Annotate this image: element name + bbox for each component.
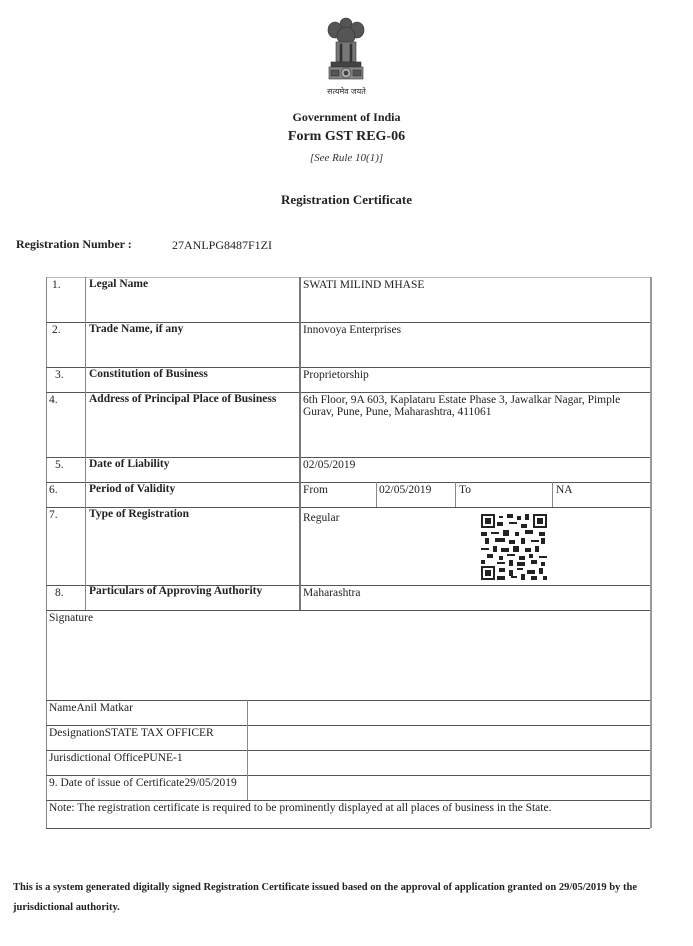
row-number: 8. (55, 587, 64, 599)
validity-from-label: From (303, 484, 328, 496)
liability-date-value: 02/05/2019 (303, 459, 356, 471)
row-number: 1. (52, 279, 61, 291)
constitution-value: Proprietorship (303, 369, 369, 381)
trade-name-value: Innovoya Enterprises (303, 324, 402, 336)
row-label: Legal Name (89, 278, 149, 290)
validity-to-value: NA (556, 484, 573, 496)
address-value: 6th Floor, 9A 603, Kaplataru Estate Phase 3, Jawalkar Nagar, Pimple Gurav, Pune, Pune, Maharashtra, 411061 (303, 394, 621, 418)
row-number: 3. (55, 369, 64, 381)
jurisdictional-office: Jurisdictional OfficePUNE-1 (49, 752, 183, 764)
approving-authority-value: Maharashtra (303, 587, 361, 599)
issuer-heading: Government of India (292, 110, 401, 124)
registration-type-value: Regular (303, 512, 340, 524)
digital-signature-notice: This is a system generated digitally signed Registration Certificate issued based on the approval of application granted on 29/05/2019 by the jurisdictional authority. (13, 882, 637, 913)
row-number: 6. (49, 484, 58, 496)
rule-reference: [See Rule 10(1)] (309, 152, 384, 164)
validity-from-value: 02/05/2019 (379, 484, 432, 496)
registration-number-label: Registration Number : (16, 237, 132, 251)
issue-date: 9. Date of issue of Certificate29/05/2019 (49, 777, 237, 789)
row-label: Trade Name, if any (89, 323, 184, 335)
national-emblem-icon (318, 14, 374, 94)
signature-label: Signature (49, 612, 94, 624)
row-label: Constitution of Business (89, 368, 208, 380)
emblem-motto: सत्यमेव जयते (327, 87, 366, 96)
form-heading: Form GST REG-06 (287, 129, 406, 144)
officer-name: NameAnil Matkar (49, 702, 133, 714)
display-note: Note: The registration certificate is required to be prominently displayed at all places of business in the State. (49, 802, 552, 814)
row-number: 4. (49, 394, 58, 406)
legal-name-value: SWATI MILIND MHASE (303, 279, 425, 291)
document-title: Registration Certificate (280, 192, 413, 207)
row-label: Date of Liability (89, 458, 170, 470)
qr-code-icon (481, 514, 547, 580)
registration-number-value: 27ANLPG8487F1ZI (172, 238, 273, 252)
row-number: 2. (52, 324, 61, 336)
officer-designation: DesignationSTATE TAX OFFICER (49, 727, 214, 739)
row-label: Period of Validity (89, 483, 176, 495)
row-number: 7. (49, 509, 58, 521)
row-label: Type of Registration (89, 508, 190, 520)
row-number: 5. (55, 459, 64, 471)
validity-to-label: To (459, 484, 471, 496)
row-label: Address of Principal Place of Business (89, 393, 277, 405)
row-label: Particulars of Approving Authority (89, 585, 263, 597)
